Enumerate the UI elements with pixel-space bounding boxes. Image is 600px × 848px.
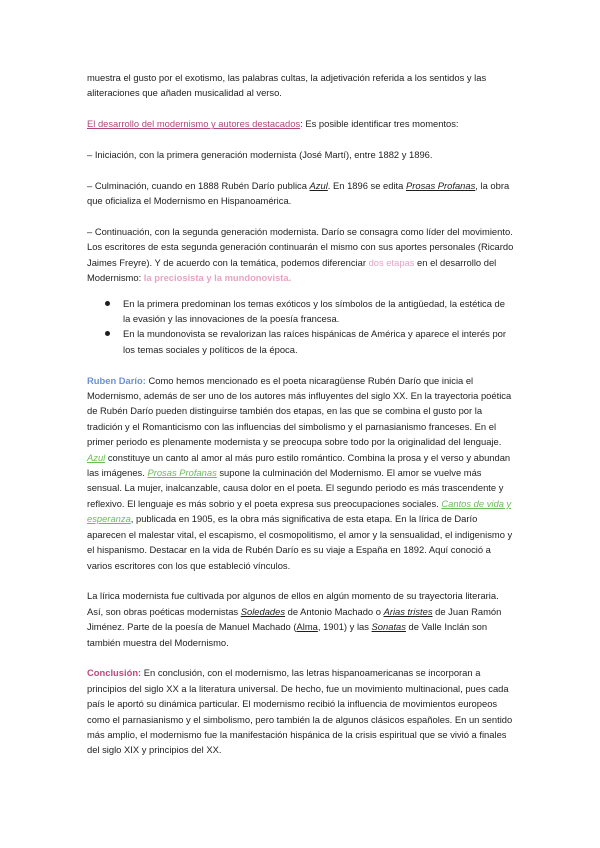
spacer: [87, 132, 514, 147]
dario-heading: Ruben Darío:: [87, 374, 146, 386]
desarrollo-heading-link[interactable]: El desarrollo del modernismo y autores destacados: [87, 118, 301, 130]
arias-tristes-link[interactable]: Arias tristes: [383, 605, 433, 617]
desarrollo-lead: : Es posible identificar tres momentos:: [300, 118, 459, 130]
lirica-paragraph: [87, 588, 514, 650]
dario-text-4: , publicada en 1905, es la obra más significativa de esta etapa. En la lírica de Darío aparecen el malestar vital, el escapismo, el cosmopolitismo, el amor y la sensualidad, el indigenismo y el hispanismo. Destacar en la vida de Rubén Darío es su viaje a España en 1892. Aquí conoció a varios escritores con los que estableció vínculos.: [87, 513, 513, 571]
alma-link[interactable]: Alma: [296, 621, 318, 633]
azul-link[interactable]: Azul: [309, 179, 328, 191]
prosas-profanas-link[interactable]: Prosas Profanas: [405, 179, 476, 191]
conclusion-text: En conclusión, con el modernismo, las letras hispanoamericanas se incorporan a principios del siglo XX a la literatura universal. De hecho, fue un movimiento multinacional, pues cada país le aportó su dinámica particular. El modernismo recibió la influencia de movimientos europeos como el parnasianismo y el simbolismo, pero también la de algunos clásicos españoles. En un sentido más amplio, el modernismo fue la manifestación hispánica de la crisis espiritual que se vivió a finales del siglo XIX y principios del XX.: [87, 667, 513, 756]
etapas-bullet-list: [87, 296, 514, 358]
culminacion-paragraph: [87, 178, 514, 209]
spacer: [87, 357, 514, 372]
bullet-text: En la primera predominan los temas exóticos y los símbolos de la antigüedad, la estética de la evasión y las innovaciones de la poesía francesa.: [123, 297, 505, 325]
iniciacion-paragraph: – Iniciación, con la primera generación modernista (José Martí), entre 1882 y 1896.: [87, 149, 433, 160]
spacer: [87, 162, 514, 177]
culminacion-text-b: . En 1896 se edita: [327, 179, 406, 191]
intro-paragraph: muestra el gusto por el exotismo, las palabras cultas, la adjetivación referida a los sentidos y las aliteraciones que añaden musicalidad al verso.: [87, 72, 487, 99]
bullet-icon: [105, 331, 110, 336]
bullet-text: En la mundonovista se revalorizan las raíces hispánicas de América y aparece el interés por los temas sociales y políticos de la época.: [123, 328, 507, 355]
continuacion-highlight: dos etapas: [368, 256, 415, 268]
lirica-text-3: de Juan Ramón Jiménez. Parte de la poesía de Manuel Machado (: [87, 605, 502, 633]
prosas-profanas-green-link[interactable]: Prosas Profanas: [147, 467, 217, 479]
spacer: [87, 650, 514, 665]
dario-text-1: Como hemos mencionado es el poeta nicaragüense Rubén Darío que inicia el Modernismo, además de ser uno de los autores más influyentes del siglo XX. En la trayectoria poética de Rubén Darío pueden distinguirse también dos etapas, en las que se combina el gusto por la tradición y el Romanticismo con las influencias del simbolismo y el parnasianismo franceses. En el primer periodo es plenamente modernista y se preocupa sobre todo por la originalidad del lenguaje.: [87, 374, 512, 448]
lirica-text-5: de Valle Inclán son también muestra del Modernismo.: [87, 621, 488, 648]
continuacion-highlight-2: la preciosista y la mundonovista.: [143, 272, 292, 284]
spacer: [87, 573, 514, 588]
dario-text-3: supone la culminación del Modernismo. El amor se vuelve más sensual. La mujer, inalcanzable, causa dolor en el poeta. El segundo periodo es más trascendente y reflexivo. El lenguaje es más sobrio y el poeta expresa sus preocupaciones sociales.: [87, 467, 504, 509]
list-item: [105, 296, 514, 327]
culminacion-text-c: , la obra que oficializa el Modernismo en Hispanoamérica.: [87, 179, 510, 207]
lirica-text-1: La lírica modernista fue cultivada por algunos de ellos en algún momento de su trayectoria literaria. Así, son obras poéticas modernistas: [87, 590, 499, 617]
azul-green-link[interactable]: Azul: [87, 451, 106, 463]
spacer: [87, 209, 514, 224]
sonatas-link[interactable]: Sonatas: [371, 621, 406, 633]
continuacion-text-a: – Continuación, con la segunda generación modernista. Darío se consagra como líder del movimiento. Los escritores de esta segunda generación continuarán el mismo con sus aportes personales (Ricardo Jaimes Freyre). Y de acuerdo con la temática, podemos diferenciar: [87, 226, 514, 268]
bullet-icon: [105, 301, 110, 306]
spacer: [87, 101, 514, 116]
conclusion-paragraph: [87, 665, 514, 757]
conclusion-heading: Conclusión:: [87, 667, 142, 679]
spacer: [87, 286, 514, 296]
dario-paragraph: [87, 373, 514, 573]
soledades-link[interactable]: Soledades: [240, 605, 286, 617]
list-item: [105, 326, 514, 357]
dario-text-2: constituye un canto al amor al más puro estilo romántico. Combina la prosa y el verso y abundan las imágenes.: [87, 451, 511, 479]
desarrollo-intro-paragraph: [87, 116, 514, 131]
lirica-text-4: , 1901) y las: [317, 621, 372, 633]
lirica-text-2: de Antonio Machado o: [285, 605, 384, 617]
cantos-green-link[interactable]: Cantos de vida y esperanza: [87, 497, 512, 525]
continuacion-text-b: en el desarrollo del Modernismo:: [87, 256, 497, 284]
continuacion-paragraph: [87, 224, 514, 286]
culminacion-text-a: – Culminación, cuando en 1888 Rubén Darío publica: [87, 179, 310, 191]
